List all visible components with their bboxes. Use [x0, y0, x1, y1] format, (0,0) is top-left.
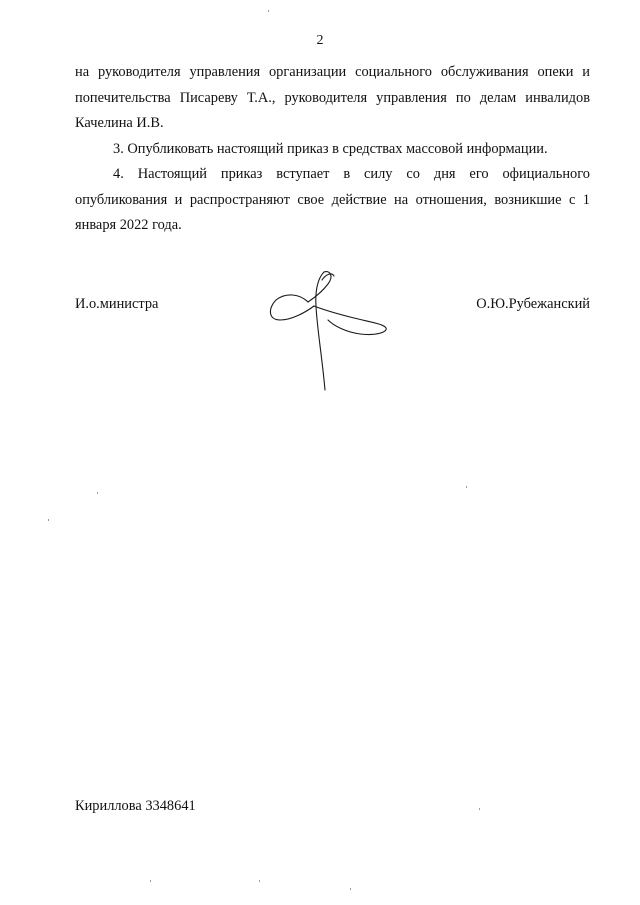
scan-speck — [48, 519, 49, 521]
document-body — [75, 60, 590, 239]
scan-speck — [479, 808, 480, 810]
handwritten-signature — [262, 268, 392, 393]
scan-speck — [97, 492, 98, 494]
scan-speck — [268, 10, 269, 12]
scan-speck — [150, 880, 151, 882]
paragraph-item-4-effective-date: 4. Настоящий приказ вступает в силу со дня его официального опубликования и распространяют свое действие на отношения, возникшие с 1 января 2022 года. — [75, 166, 590, 233]
signatory-position: И.о.министра — [75, 296, 159, 312]
signatory-name: О.Ю.Рубежанский — [476, 296, 590, 312]
paragraph-item-3-publish: 3. Опубликовать настоящий приказ в средствах массовой информации. — [113, 140, 548, 157]
paragraph-responsible-persons: на руководителя управления организации социального обслуживания опеки и попечительства Писареву Т.А., руководителя управления по делам инвалидов Качелина И.В. — [75, 64, 590, 131]
executor-contact: Кириллова 3348641 — [75, 798, 196, 814]
page-number: 2 — [316, 33, 324, 48]
scan-speck — [466, 486, 467, 488]
scan-speck — [350, 888, 351, 890]
scan-speck — [259, 880, 260, 882]
